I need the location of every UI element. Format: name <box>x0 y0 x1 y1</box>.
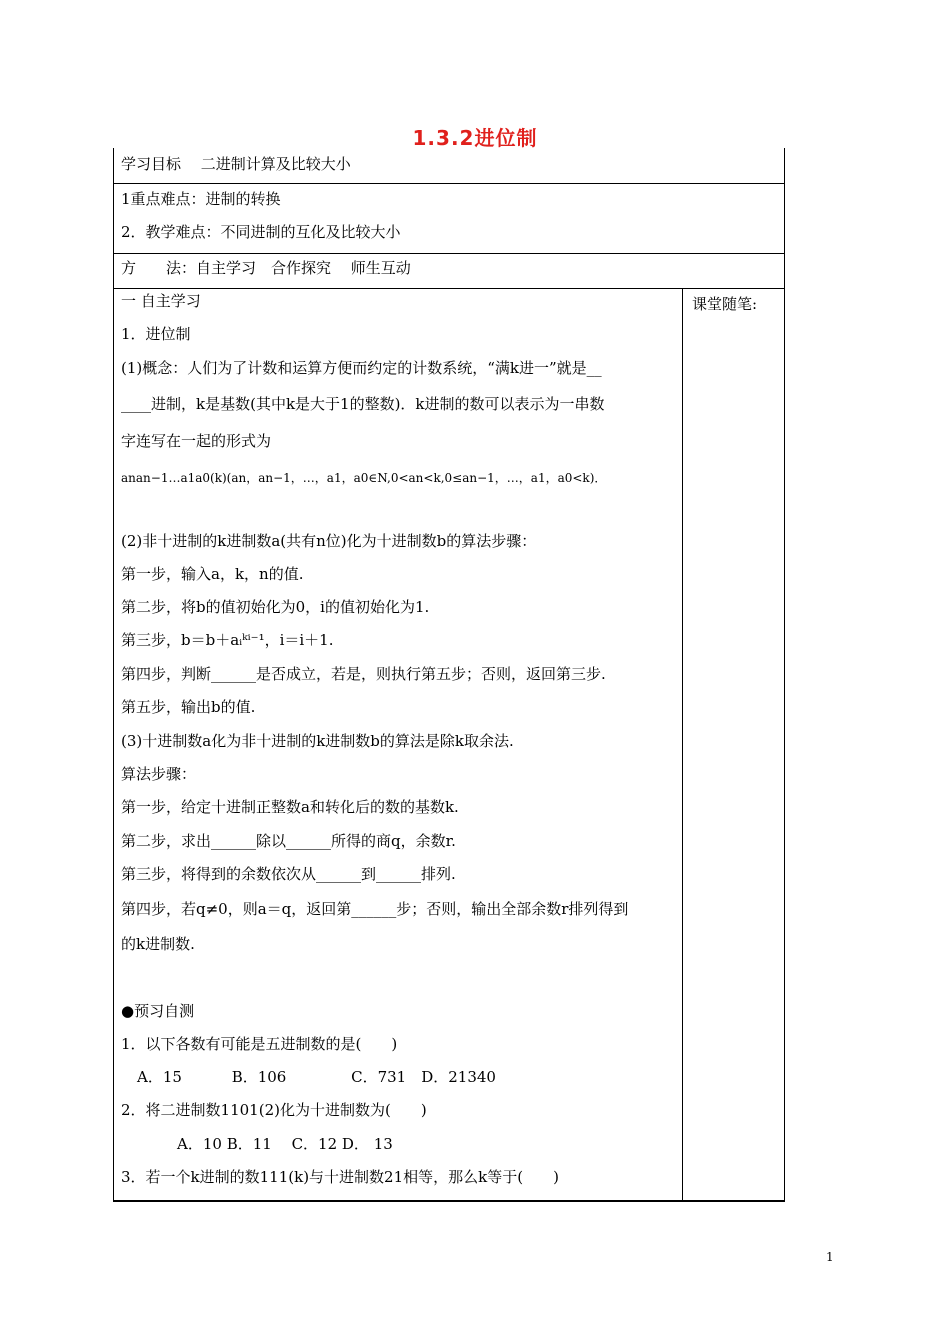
teaching-difficulty: 2．教学难点：不同进制的互化及比较大小 <box>121 223 401 241</box>
table-border-right <box>784 148 785 1202</box>
paragraph-line: 算法步骤： <box>121 765 197 783</box>
question: 3．若一个k进制的数111(k)与十进制数21相等，那么k等于( ) <box>121 1168 559 1186</box>
page-number: 1 <box>826 1250 834 1264</box>
lesson-table <box>113 148 785 1202</box>
algorithm-step: 第一步，给定十进制正整数a和转化后的数的基数k. <box>121 798 459 816</box>
row-divider <box>113 288 785 289</box>
table-border-left <box>113 148 114 1202</box>
key-point: 1重点难点：进制的转换 <box>121 190 281 208</box>
preview-test-heading: ●预习自测 <box>121 1002 195 1020</box>
algorithm-step: 第四步，若q≠0，则a＝q，返回第______步；否则，输出全部余数r排列得到 <box>121 900 629 918</box>
algorithm-step: 的k进制数. <box>121 935 195 953</box>
question-options: A．10 B．11 C．12 D． 13 <box>177 1135 393 1153</box>
algorithm-step: 第二步，将b的值初始化为0，i的值初始化为1. <box>121 598 430 616</box>
question: 2．将二进制数1101(2)化为十进制数为( ) <box>121 1101 427 1119</box>
question: 1．以下各数有可能是五进制数的是( ) <box>121 1035 398 1053</box>
paragraph-line: 字连写在一起的形式为 <box>121 432 272 450</box>
paragraph-line: (2)非十进制的k进制数a(共有n位)化为十进制数b的算法步骤： <box>121 532 537 550</box>
paragraph-line: (3)十进制数a化为非十进制的k进制数b的算法是除k取余法. <box>121 732 514 750</box>
question-options: A．15 B．106 C．731 D．21340 <box>137 1068 496 1086</box>
algorithm-step: 第三步，b＝b＋aᵢᵏⁱ⁻¹，i＝i＋1. <box>121 631 334 649</box>
paragraph-line: (1)概念：人们为了计数和运算方便而约定的计数系统，“满k进一”就是__ <box>121 359 602 377</box>
learning-goal: 学习目标 二进制计算及比较大小 <box>121 155 351 173</box>
notes-column-divider <box>682 288 683 1202</box>
teaching-method: 方 法：自主学习 合作探究 师生互动 <box>121 259 411 277</box>
row-divider <box>113 253 785 254</box>
section-heading: 一 自主学习 <box>121 292 201 310</box>
algorithm-step: 第五步，输出b的值. <box>121 698 256 716</box>
algorithm-step: 第四步，判断______是否成立，若是，则执行第五步；否则，返回第三步. <box>121 665 606 683</box>
table-border-bottom <box>113 1200 785 1202</box>
item-heading: 1．进位制 <box>121 325 191 343</box>
paragraph-line: ____进制，k是基数(其中k是大于1的整数)．k进制的数可以表示为一串数 <box>121 395 605 413</box>
algorithm-step: 第三步，将得到的余数依次从______到______排列. <box>121 865 456 883</box>
algorithm-step: 第一步，输入a，k，n的值. <box>121 565 304 583</box>
algorithm-step: 第二步，求出______除以______所得的商q，余数r. <box>121 832 456 850</box>
row-divider <box>113 183 785 184</box>
document-title: 1.3.2进位制 <box>412 126 538 150</box>
notation-formula: anan−1…a1a0(k)(an，an−1，…，a1，a0∈N,0<an<k,0≤an−1，…，a1，a0<k)． <box>121 471 607 485</box>
class-notes-label: 课堂随笔: <box>692 295 758 313</box>
